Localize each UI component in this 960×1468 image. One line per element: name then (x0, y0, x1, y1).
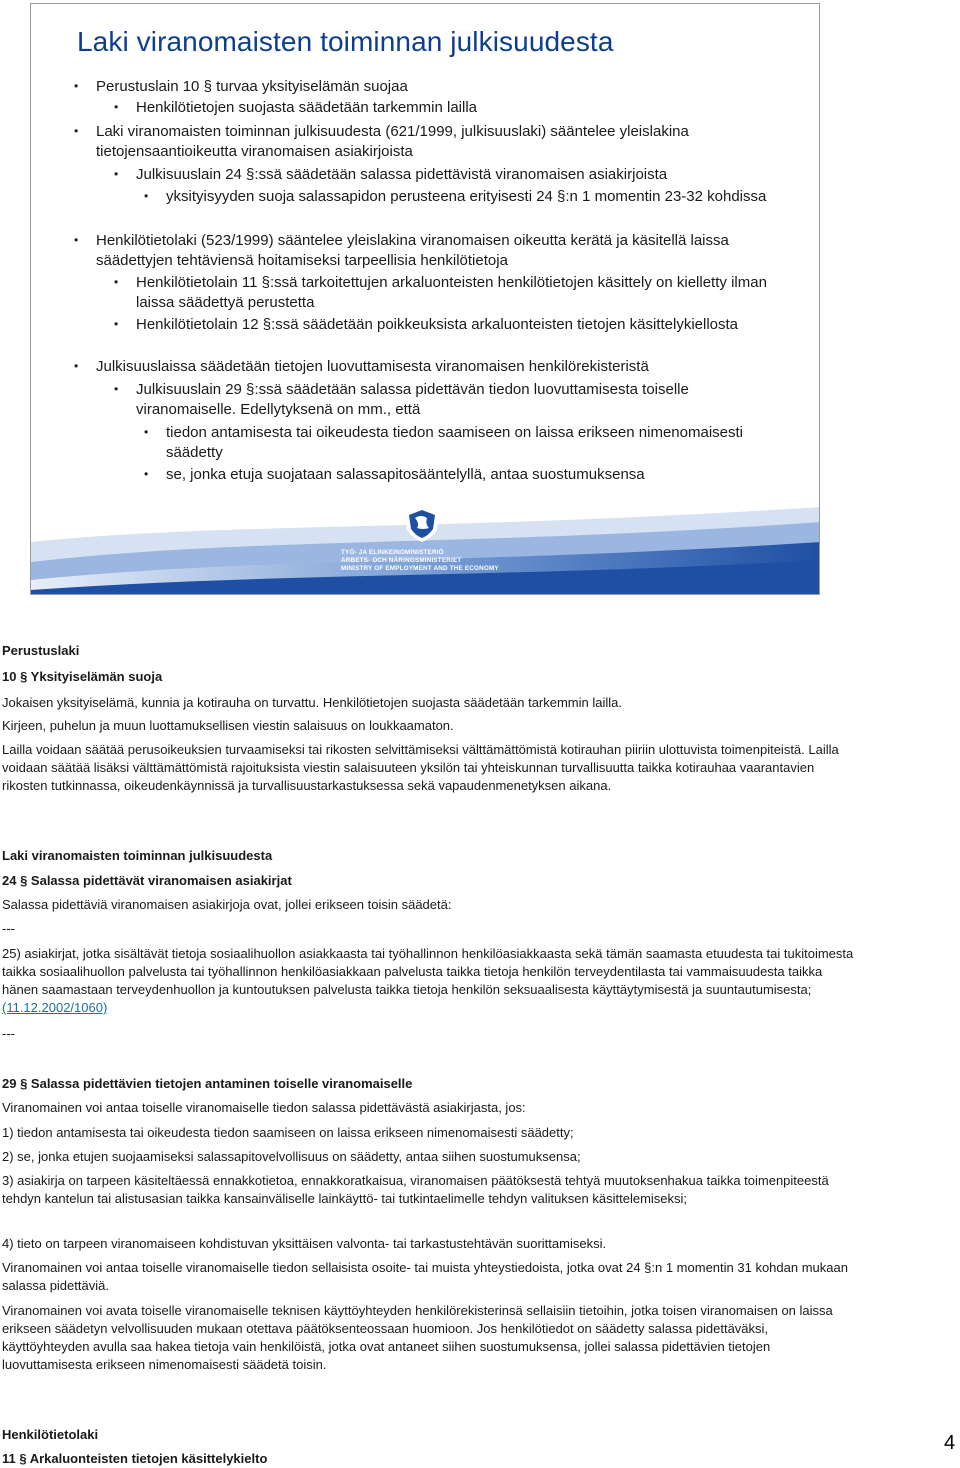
slide-bullet: • Henkilötietojen suojasta säädetään tarkemmin lailla (136, 98, 786, 118)
slide-bullet: • Julkisuuslain 24 §:ssä säädetään salassa pidettävistä viranomaisen asiakirjoista (136, 165, 786, 185)
paragraph: Salassa pidettäviä viranomaisen asiakirjoja ovat, jollei erikseen toisin säädetä: (2, 897, 452, 912)
ministry-name-sv: ARBETS- OCH NÄRINGSMINISTERIET (341, 557, 462, 564)
slide (30, 3, 820, 595)
list-item: 2) se, jonka etujen suojaamiseksi salassapitovelvollisuus on säädetty, antaa siihen suostumuksensa; (2, 1149, 581, 1164)
ministry-logo-text (341, 549, 521, 573)
paragraph-text: 25) asiakirjat, jotka sisältävät tietoja sosiaalihuollon asiakkaasta tai työhallinnon henkilöasiakkaasta sekä tämän saamasta etuudesta tai tukitoimesta taikka sosiaalihuollon palvelusta tai työhallinnon henkilöasiakkaan palvelusta taikka tietoja henkilön terveydentilasta tai vammaisuudesta taikka hänen saamastaan terveydenhuollon ja kuntoutuksen palvelusta taikka tietoja henkilön seksuaalisesta käyttäytymisestä ja suuntautumisesta; (2, 946, 854, 997)
separator: --- (2, 921, 15, 936)
paragraph: Viranomainen voi avata toiselle viranomaiselle teknisen käyttöyhteyden henkilörekisterinsä sellaisiin tietoihin, jotka toisen viranomaisen on laissa erikseen säädetyn velvollisuuden mukaan otettava päätöksenteossaan huomioon. Jos henkilötiedot on säädetty salassa pidettäväksi, käyttöyhteyden avulla saa hakea tietoja vain henkilöistä, jotka ovat antaneet siihen suostumuksensa, jollei salassa pidettävien tietojen luovuttamisesta erikseen nimenomaisesti säädetä toisin. (2, 1303, 833, 1372)
paragraph: Lailla voidaan säätää perusoikeuksien turvaamiseksi tai rikosten selvittämiseksi välttämättömistä kotirauhan piiriin ulottuvista toimenpiteistä. Lailla voidaan säätää lisäksi välttämättömistä rajoituksista viestin salaisuuteen yksilön tai yhteiskunnan turvallisuutta taikka kotirauhaa vaarantavien rikosten tutkinnassa, oikeudenkäynnissä ja turvallisuustarkastuksessa sekä vapaudenmenetyksen aikana. (2, 742, 839, 793)
section-subtitle: 10 § Yksityiselämän suoja (2, 669, 163, 684)
amendment-link[interactable]: (11.12.2002/1060) (2, 1000, 108, 1015)
section-title: Perustuslaki (2, 643, 80, 658)
section-subtitle: 29 § Salassa pidettävien tietojen antaminen toiselle viranomaiselle (2, 1076, 413, 1091)
paragraph: Viranomainen voi antaa toiselle viranomaiselle tiedon sellaisista osoite- tai muista yhteystiedoista, jotka ovat 24 §:n 1 momentin 31 kohdan mukaan salassa pidettäviä. (2, 1260, 848, 1293)
slide-title: Laki viranomaisten toiminnan julkisuudesta (77, 26, 614, 57)
section-title: Henkilötietolaki (2, 1427, 99, 1442)
paragraph: Jokaisen yksityiselämä, kunnia ja kotirauha on turvattu. Henkilötietojen suojasta säädetään tarkemmin lailla. (2, 695, 622, 710)
separator: --- (2, 1026, 15, 1041)
slide-bullet: • Henkilötietolain 11 §:ssä tarkoitettujen arkaluonteisten henkilötietojen käsittely on kielletty ilman laissa säädettyä perustetta (136, 273, 786, 312)
lion-emblem-icon (399, 504, 445, 544)
section-subtitle: 11 § Arkaluonteisten tietojen käsittelykielto (2, 1451, 268, 1466)
ministry-name-en: MINISTRY OF EMPLOYMENT AND THE ECONOMY (341, 565, 499, 572)
slide-bullet: • Laki viranomaisten toiminnan julkisuudesta (621/1999, julkisuuslaki) sääntelee yleislakina tietojensaantioikeutta viranomaisen asiakirjoista (96, 122, 786, 161)
slide-bullet: • Julkisuuslain 29 §:ssä säädetään salassa pidettävän tiedon luovuttamisesta toiselle viranomaiselle. Edellytyksenä on mm., että (136, 380, 786, 419)
list-item: 4) tieto on tarpeen viranomaiseen kohdistuvan yksittäisen valvonta- tai tarkastustehtävän suorittamiseksi. (2, 1236, 607, 1251)
slide-bullet: • Henkilötietolaki (523/1999) sääntelee yleislakina viranomaisen oikeutta kerätä ja käsitellä laissa säädettyjen tehtäviensä hoitamiseksi tarpeellisia henkilötietoja (96, 231, 786, 270)
page-number: 4 (944, 1432, 956, 1454)
slide-bullet: • Julkisuuslaissa säädetään tietojen luovuttamisesta viranomaisen henkilörekisteristä (96, 357, 786, 377)
section-subtitle: 24 § Salassa pidettävät viranomaisen asiakirjat (2, 873, 292, 888)
slide-bullet: • tiedon antamisesta tai oikeudesta tiedon saamiseen on laissa erikseen nimenomaisesti säädetty (166, 423, 786, 462)
paragraph: Viranomainen voi antaa toiselle viranomaiselle tiedon salassa pidettävästä asiakirjasta, jos: (2, 1100, 526, 1115)
paragraph: Kirjeen, puhelun ja muun luottamuksellisen viestin salaisuus on loukkaamaton. (2, 718, 454, 733)
slide-bullet: • se, jonka etuja suojataan salassapitosääntelyllä, antaa suostumuksensa (166, 465, 786, 485)
section-title: Laki viranomaisten toiminnan julkisuudesta (2, 848, 273, 863)
ministry-name-fi: TYÖ- JA ELINKEINOMINISTERIÖ (341, 549, 444, 556)
paragraph (2, 945, 857, 1017)
list-item: 3) asiakirja on tarpeen käsiteltäessä ennakkotietoa, ennakkoratkaisua, viranomaisen päätöksestä tehtyä muutoksenhakua taikka toimenpiteestä tehdyn kantelun tai alistusasian taikka kansainväliselle lainkäyttö- tai tutkintaelimelle tehdyn valituksen käsittelemiseksi; (2, 1173, 829, 1206)
slide-bullet: • Perustuslain 10 § turvaa yksityiselämän suojaa (96, 77, 786, 97)
slide-bullet: • yksityisyyden suoja salassapidon perusteena erityisesti 24 §:n 1 momentin 23-32 kohdissa (166, 187, 786, 207)
slide-bullet: • Henkilötietolain 12 §:ssä säädetään poikkeuksista arkaluonteisten tietojen käsittelykiellosta (136, 315, 786, 335)
list-item: 1) tiedon antamisesta tai oikeudesta tiedon saamiseen on laissa erikseen nimenomaisesti säädetty; (2, 1125, 574, 1140)
